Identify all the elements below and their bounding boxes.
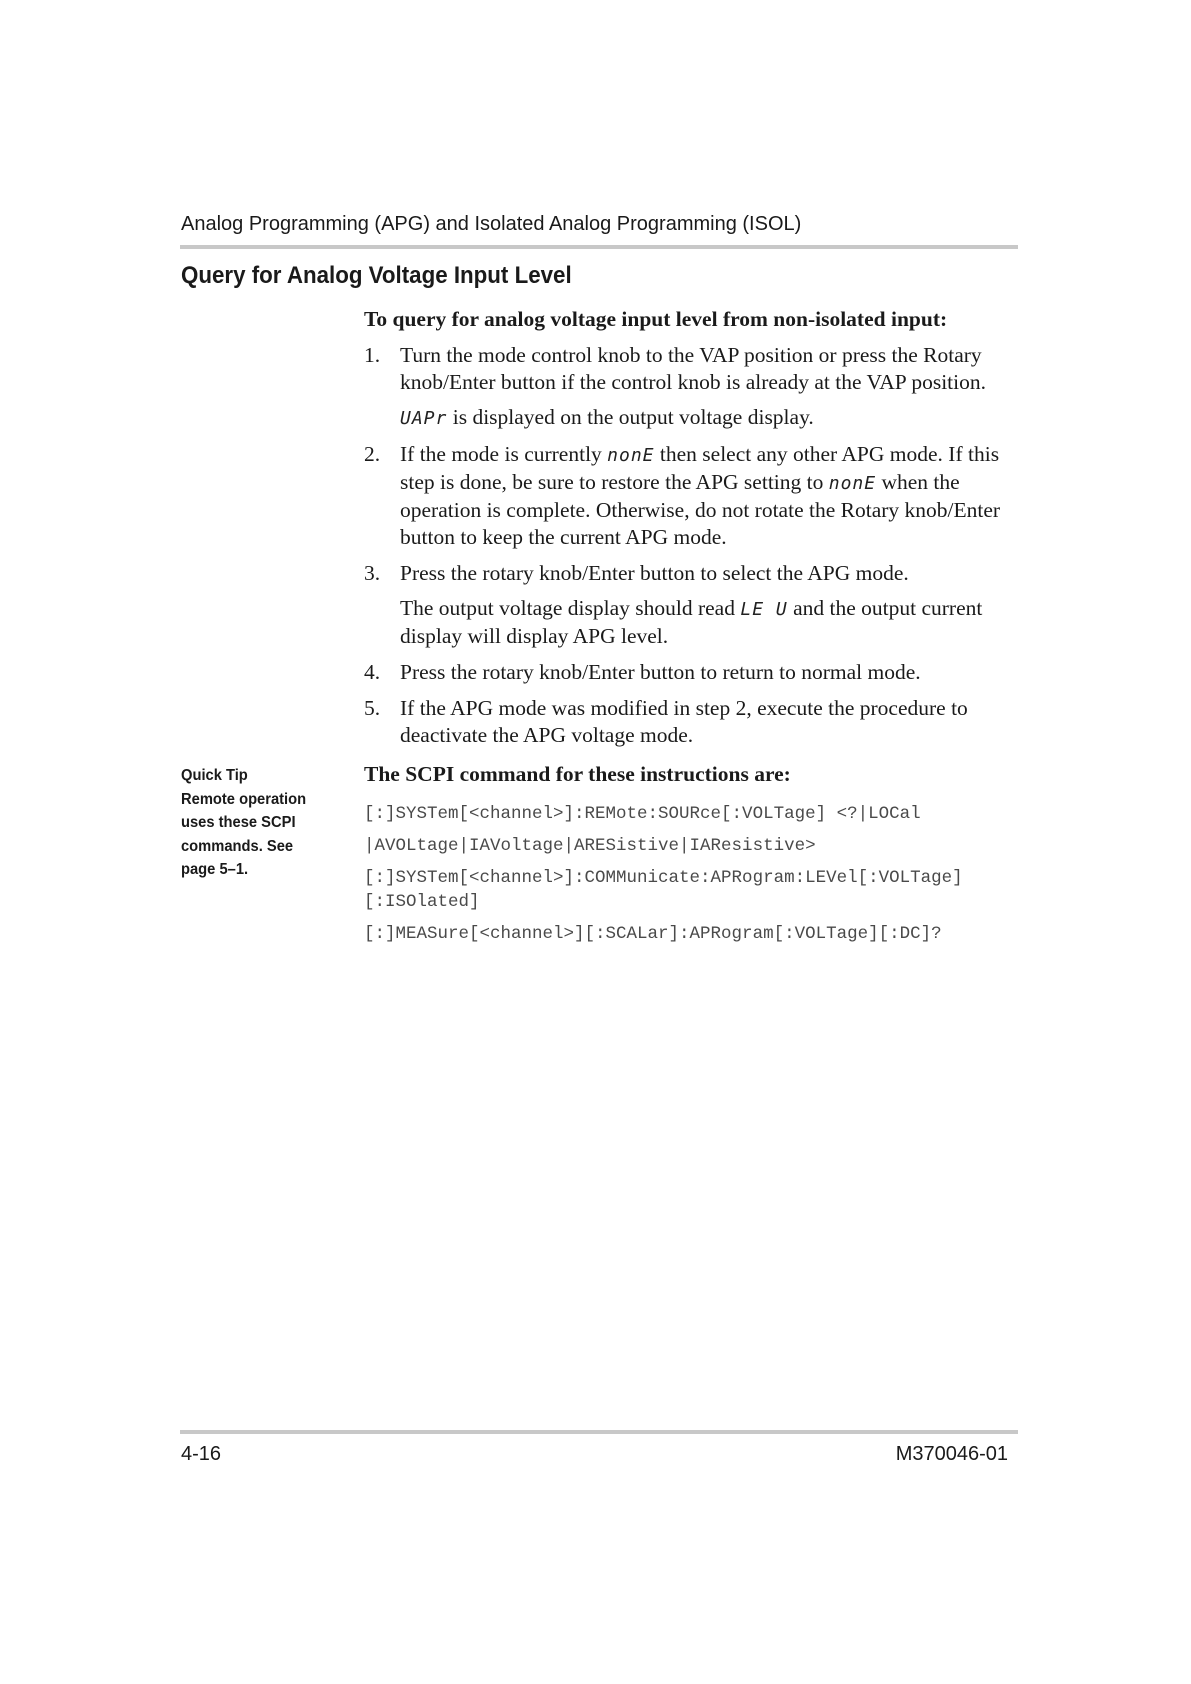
display-readout: nonE (607, 445, 655, 466)
display-readout: LE U (740, 599, 788, 620)
step-note (400, 404, 1024, 432)
quick-tip-line: commands. See (181, 837, 294, 855)
procedure-step-1 (364, 342, 1024, 432)
procedure-body (364, 306, 1024, 758)
scpi-command-line: |AVOLtage|IAVoltage|ARESistive|IAResistive> (364, 836, 816, 856)
display-readout: UAPr (400, 408, 448, 429)
scpi-heading: The SCPI command for these instructions are: (364, 762, 791, 786)
header-divider (180, 245, 1018, 249)
running-header: Analog Programming (APG) and Isolated Analog Programming (ISOL) (181, 213, 802, 235)
step-text: Press the rotary knob/Enter button to return to normal mode. (400, 660, 921, 684)
step-number: 4. (364, 660, 381, 684)
scpi-command-line: [:]MEASure[<channel>][:SCALar]:APRogram[:VOLTage][:DC]? (364, 924, 942, 944)
section-heading: Query for Analog Voltage Input Level (181, 262, 572, 289)
procedure-step-4 (364, 659, 1024, 686)
quick-tip-line: Remote operation (181, 790, 307, 808)
step-text: then select any other APG mode. If this step is done, be sure to restore the APG setting to (400, 442, 1000, 494)
display-readout: nonE (828, 473, 877, 494)
procedure-step-5 (364, 695, 1024, 749)
procedure-step-2 (364, 441, 1024, 551)
step-text: If the mode is currently (400, 442, 608, 466)
scpi-commands (364, 802, 1024, 954)
step-text: Turn the mode control knob to the VAP position or press the Rotary knob/Enter button if the control knob is already at the VAP position. (400, 343, 987, 394)
footer-divider (180, 1430, 1018, 1434)
step-note-text: The output voltage display should read (400, 596, 741, 620)
step-number: 3. (364, 561, 381, 585)
scpi-command-line: [:]SYSTem[<channel>]:REMote:SOURce[:VOLTage] <?|LOCal (364, 804, 921, 824)
quick-tip-title: Quick Tip (181, 767, 248, 784)
procedure-heading: To query for analog voltage input level from non-isolated input: (364, 307, 948, 331)
quick-tip-line: uses these SCPI (181, 814, 296, 831)
step-text: when the operation is complete. Otherwise, do not rotate the Rotary knob/Enter button to keep the current APG mode. (400, 470, 1001, 549)
step-number: 1. (364, 343, 381, 367)
scpi-command-line: [:]SYSTem[<channel>]:COMMunicate:APRogram:LEVel[:VOLTage] [:ISOlated] (364, 868, 963, 912)
quick-tip-sidebar (181, 764, 337, 882)
step-note-text: is displayed on the output voltage display. (447, 405, 814, 429)
document-number: M370046-01 (895, 1443, 1008, 1465)
step-note (400, 595, 1024, 650)
quick-tip-line: page 5–1. (181, 861, 249, 878)
step-text: If the APG mode was modified in step 2, execute the procedure to deactivate the APG voltage mode. (400, 696, 968, 747)
step-text: Press the rotary knob/Enter button to select the APG mode. (400, 561, 909, 585)
procedure-steps (364, 342, 1024, 749)
step-number: 5. (364, 696, 381, 720)
page-number: 4-16 (181, 1443, 222, 1465)
step-number: 2. (364, 442, 381, 466)
step-note-text: and the output current display will display APG level. (400, 596, 983, 648)
procedure-step-3 (364, 560, 1024, 650)
